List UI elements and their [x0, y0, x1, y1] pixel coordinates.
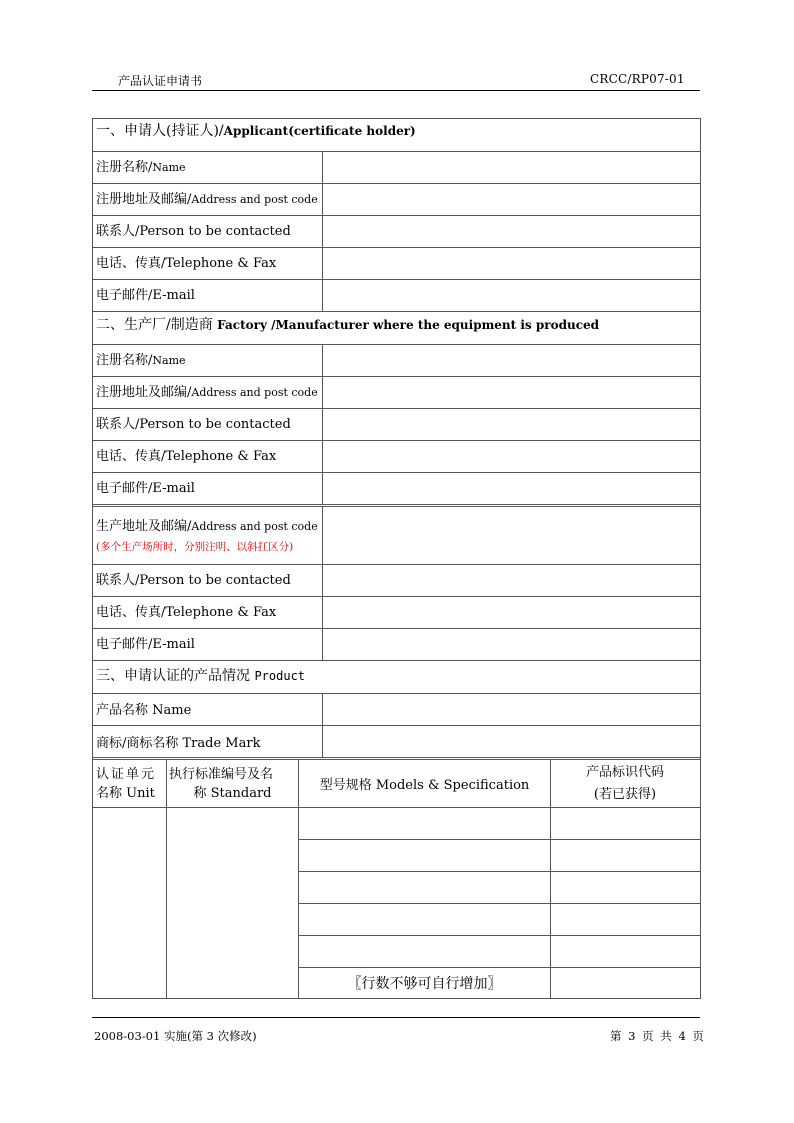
code-cell-3[interactable] — [552, 873, 698, 902]
code-col-header-line2: (若已获得) — [593, 787, 657, 802]
unit-col-header-line1: 认证单元 — [96, 767, 157, 782]
site-email-label: 电子邮件/E-mail — [96, 637, 195, 652]
standard-col-header-line2: 称 Standard — [193, 786, 272, 801]
applicant-address-field[interactable] — [324, 184, 698, 214]
doc-title: 产品认证申请书 — [118, 74, 203, 88]
trade-mark-field[interactable] — [324, 726, 698, 756]
page-number: 第 3 页 共 4 页 — [610, 1029, 704, 1043]
divider — [298, 839, 700, 840]
trade-mark-label: 商标/商标名称 Trade Mark — [96, 736, 261, 751]
divider — [93, 807, 700, 808]
unit-cell[interactable] — [94, 809, 165, 998]
section3-title: 三、申请认证的产品情况 Product — [96, 668, 306, 684]
divider — [93, 504, 700, 507]
factory-address-field[interactable] — [324, 377, 698, 407]
factory-email-field[interactable] — [324, 473, 698, 503]
factory-email-label: 电子邮件/E-mail — [96, 481, 195, 496]
code-cell-4[interactable] — [552, 905, 698, 934]
section1-title: 一、申请人(持证人)/Applicant(certificate holder) — [96, 123, 416, 139]
divider — [298, 759, 299, 999]
model-cell-1[interactable] — [300, 809, 549, 838]
applicant-contact-field[interactable] — [324, 216, 698, 246]
applicant-name-field[interactable] — [324, 152, 698, 182]
code-col-header-line1: 产品标识代码 — [585, 765, 664, 780]
product-name-field[interactable] — [324, 694, 698, 724]
applicant-phone-label: 电话、传真/Telephone & Fax — [96, 256, 277, 271]
applicant-address-label: 注册地址及邮编/Address and post code — [96, 192, 318, 207]
doc-code: CRCC/RP07-01 — [590, 72, 685, 86]
factory-name-field[interactable] — [324, 345, 698, 375]
product-name-label: 产品名称 Name — [96, 703, 192, 718]
site-address-note: (多个生产场所时，分别注明、以斜扛区分) — [96, 541, 294, 553]
section2-title: 二、生产厂/制造商 Factory /Manufacturer where the equipment is produced — [96, 317, 600, 333]
divider — [298, 967, 700, 968]
divider — [93, 660, 700, 661]
site-address-label: 生产地址及邮编/Address and post code — [96, 519, 318, 534]
applicant-phone-field[interactable] — [324, 248, 698, 278]
divider — [322, 693, 323, 757]
site-contact-label: 联系人/Person to be contacted — [96, 573, 291, 588]
divider — [322, 151, 323, 311]
model-cell-5[interactable] — [300, 937, 549, 966]
site-phone-label: 电话、传真/Telephone & Fax — [96, 605, 277, 620]
site-address-field[interactable] — [324, 508, 698, 563]
standard-cell[interactable] — [168, 809, 297, 998]
code-cell-5[interactable] — [552, 937, 698, 966]
unit-col-header-line2: 名称 Unit — [96, 786, 155, 801]
model-cell-3[interactable] — [300, 873, 549, 902]
site-contact-field[interactable] — [324, 565, 698, 595]
divider — [322, 344, 323, 504]
add-rows-note: 〖行数不够可自行增加〗 — [347, 976, 502, 992]
models-col-header: 型号规格 Models & Specification — [319, 778, 530, 793]
code-cell-2[interactable] — [552, 841, 698, 870]
footer-rule — [92, 1017, 700, 1018]
model-cell-4[interactable] — [300, 905, 549, 934]
code-cell-1[interactable] — [552, 809, 698, 838]
site-phone-field[interactable] — [324, 597, 698, 627]
model-cell-2[interactable] — [300, 841, 549, 870]
factory-contact-label: 联系人/Person to be contacted — [96, 417, 291, 432]
standard-col-header-line1: 执行标准编号及名 — [169, 767, 274, 782]
applicant-contact-label: 联系人/Person to be contacted — [96, 224, 291, 239]
code-cell-6[interactable] — [552, 969, 698, 998]
header-rule — [92, 90, 700, 91]
divider — [298, 871, 700, 872]
divider — [298, 935, 700, 936]
divider — [322, 506, 323, 660]
applicant-email-label: 电子邮件/E-mail — [96, 288, 195, 303]
applicant-name-label: 注册名称/Name — [96, 160, 186, 175]
application-form — [92, 118, 701, 999]
factory-phone-field[interactable] — [324, 441, 698, 471]
factory-phone-label: 电话、传真/Telephone & Fax — [96, 449, 277, 464]
divider — [298, 903, 700, 904]
divider — [93, 311, 700, 312]
factory-contact-field[interactable] — [324, 409, 698, 439]
factory-name-label: 注册名称/Name — [96, 353, 186, 368]
divider — [93, 757, 700, 760]
site-email-field[interactable] — [324, 629, 698, 659]
effective-date: 2008-03-01 实施(第 3 次修改) — [94, 1029, 257, 1043]
applicant-email-field[interactable] — [324, 280, 698, 310]
factory-address-label: 注册地址及邮编/Address and post code — [96, 385, 318, 400]
